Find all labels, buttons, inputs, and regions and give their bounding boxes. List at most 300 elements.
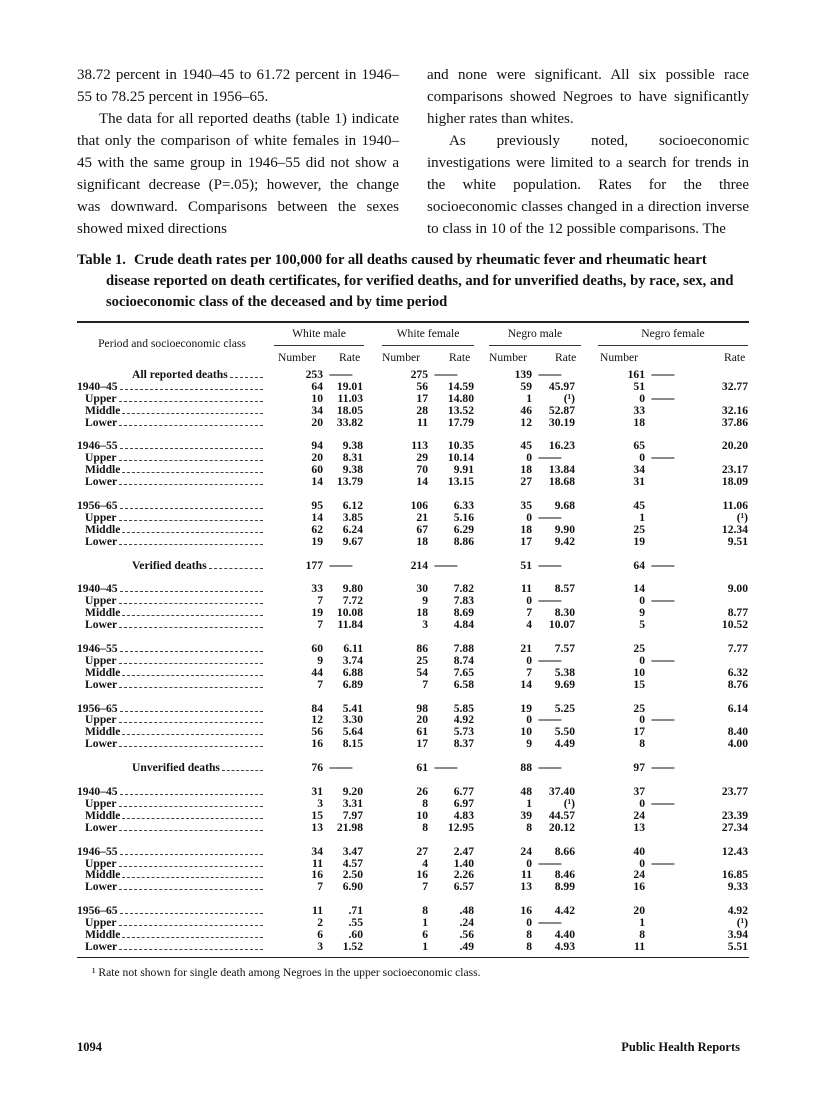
rate-cell: 4.93: [554, 939, 575, 953]
number-cell: 8: [422, 796, 428, 810]
number-cell: 97: [633, 761, 645, 775]
rate-cell: 6.90: [342, 880, 363, 894]
number-cell: 11: [521, 582, 532, 596]
dot-leader: [122, 929, 263, 938]
right-text-column: [427, 64, 749, 240]
number-cell: 25: [633, 642, 645, 656]
row-label: [77, 476, 263, 488]
row-label: [77, 405, 263, 417]
number-cell: 15: [311, 808, 323, 822]
number-cell: 18: [520, 463, 532, 477]
number-cell: 7: [317, 594, 323, 608]
number-cell: 4: [422, 856, 428, 870]
rate-cell: 8.40: [727, 725, 748, 739]
number-cell: 8: [526, 820, 532, 834]
rate-cell: 5.85: [453, 701, 474, 715]
number-cell: 24: [633, 868, 645, 882]
number-cell: 2: [317, 916, 323, 930]
dot-leader: [122, 667, 263, 676]
row-label: [77, 846, 263, 858]
row-label-text: Lower: [85, 534, 118, 548]
row-label-text: 1956–65: [77, 701, 118, 715]
rate-cell: --------: [538, 713, 561, 727]
row-label-text: Lower: [85, 820, 118, 834]
number-cell: 25: [416, 653, 428, 667]
rate-cell: 23.77: [721, 785, 748, 799]
dot-leader: [122, 869, 263, 878]
number-cell: 3: [317, 939, 323, 953]
class-row: [77, 929, 749, 941]
number-cell: 7: [526, 665, 532, 679]
row-label-text: Upper: [85, 713, 117, 727]
row-label-text: Middle: [85, 522, 121, 536]
number-cell: 0: [639, 594, 645, 608]
paragraph: and none were significant. All six possible race comparisons showed Negroes to have significantly higher rates than whites.: [427, 67, 749, 127]
number-cell: 45: [520, 439, 532, 453]
rate-cell: 11.03: [337, 391, 363, 405]
rate-cell: .49: [459, 939, 474, 953]
row-label-text: 1946–55: [77, 844, 118, 858]
dot-leader: [119, 536, 263, 545]
number-cell: 8: [422, 904, 428, 918]
class-row: [77, 917, 749, 929]
rate-cell: 12.95: [447, 820, 474, 834]
number-cell: 10: [311, 391, 323, 405]
number-cell: 56: [311, 725, 323, 739]
number-cell: 88: [520, 761, 532, 775]
dot-leader: [120, 846, 263, 855]
group-header-negro-male: Negro male: [489, 327, 581, 346]
number-cell: 21: [416, 510, 428, 524]
number-cell: 13: [633, 820, 645, 834]
number-cell: 18: [520, 522, 532, 536]
number-cell: 29: [416, 451, 428, 465]
number-cell: 8: [639, 927, 645, 941]
number-cell: 7: [317, 880, 323, 894]
rate-cell: 6.29: [453, 522, 474, 536]
group-header-white-male: White male: [274, 327, 364, 346]
section-total-row: [77, 369, 749, 381]
number-cell: 16: [633, 880, 645, 894]
rate-cell: 3.74: [342, 653, 363, 667]
class-row: [77, 464, 749, 476]
number-cell: 17: [416, 737, 428, 751]
number-cell: 7: [526, 606, 532, 620]
paragraph: As previously noted, socioeconomic investigations were limited to a search for trends in the white population. Rates for the three socioeconomic classes changed in a direction inverse to class in 10 of the 12 possible comparisons. The: [427, 133, 749, 237]
rate-cell: 18.09: [721, 475, 748, 489]
rate-cell: 10.07: [548, 618, 575, 632]
rate-cell: 5.51: [727, 939, 748, 953]
row-label-text: All reported deaths: [132, 368, 228, 381]
rate-cell: --------: [329, 558, 352, 572]
dot-leader: [120, 786, 263, 795]
rate-cell: 6.97: [453, 796, 474, 810]
number-cell: 70: [416, 463, 428, 477]
number-cell: 0: [639, 856, 645, 870]
section-total-row: [77, 560, 749, 572]
rate-cell: 1.52: [342, 939, 363, 953]
number-cell: 17: [520, 534, 532, 548]
class-row: [77, 655, 749, 667]
number-cell: 40: [633, 844, 645, 858]
number-cell: 35: [520, 499, 532, 513]
number-cell: 45: [633, 499, 645, 513]
rate-cell: 8.37: [453, 737, 474, 751]
paragraph: 38.72 percent in 1940–45 to 61.72 percent in 1946–55 to 78.25 percent in 1956–65.: [77, 67, 399, 105]
number-cell: 31: [311, 785, 323, 799]
rate-cell: 12.43: [721, 844, 748, 858]
dot-leader: [119, 858, 263, 867]
dot-leader: [122, 726, 263, 735]
number-cell: 18: [416, 606, 428, 620]
number-cell: 33: [633, 403, 645, 417]
number-cell: 0: [526, 916, 532, 930]
number-cell: 253: [305, 368, 323, 381]
number-cell: 14: [633, 582, 645, 596]
rate-cell: 7.88: [453, 642, 474, 656]
rate-cell: 7.72: [342, 594, 363, 608]
dot-leader: [122, 464, 263, 473]
row-label-text: Lower: [85, 880, 118, 894]
number-cell: 1: [639, 916, 645, 930]
row-label-text: Lower: [85, 737, 118, 751]
subheader-rate: Rate: [555, 351, 577, 364]
number-cell: 27: [520, 475, 532, 489]
dot-leader: [119, 941, 263, 950]
number-cell: 19: [311, 606, 323, 620]
number-cell: 20: [633, 904, 645, 918]
row-label-text: 1940–45: [77, 582, 118, 596]
row-label-text: Middle: [85, 403, 121, 417]
rate-cell: 16.23: [548, 439, 575, 453]
row-label-text: Lower: [85, 618, 118, 632]
dot-leader: [120, 500, 263, 509]
page-number: 1094: [77, 1040, 102, 1054]
rate-cell: 44.57: [548, 808, 575, 822]
dot-leader: [209, 560, 263, 569]
class-row: [77, 512, 749, 524]
row-label-text: Upper: [85, 451, 117, 465]
rate-cell: 9.42: [554, 534, 575, 548]
number-cell: 21: [520, 642, 532, 656]
rate-cell: --------: [538, 653, 561, 667]
rate-cell: 8.30: [554, 606, 575, 620]
rate-cell: .56: [459, 927, 474, 941]
rate-cell: 2.50: [342, 868, 363, 882]
row-label: [77, 560, 263, 572]
rate-cell: --------: [538, 368, 561, 381]
dot-leader: [122, 810, 263, 819]
class-row: [77, 417, 749, 429]
left-text-column: [77, 64, 399, 240]
number-cell: 1: [526, 391, 532, 405]
row-label-text: Verified deaths: [132, 558, 207, 572]
rate-cell: 2.47: [453, 844, 474, 858]
number-cell: 16: [416, 868, 428, 882]
subheader-number: Number: [382, 351, 420, 364]
row-label-text: Lower: [85, 475, 118, 489]
row-label: [77, 619, 263, 631]
rate-cell: 6.88: [342, 665, 363, 679]
class-row: [77, 679, 749, 691]
number-cell: 0: [526, 713, 532, 727]
class-row: [77, 476, 749, 488]
dot-leader: [222, 762, 263, 771]
rate-cell: 7.97: [342, 808, 363, 822]
rate-cell: 20.20: [721, 439, 748, 453]
class-row: [77, 595, 749, 607]
page-content: [77, 64, 749, 980]
rate-cell: 6.32: [727, 665, 748, 679]
dot-leader: [119, 417, 263, 426]
rate-cell: 3.85: [342, 510, 363, 524]
rate-cell: 5.73: [453, 725, 474, 739]
rate-cell: (¹): [736, 916, 748, 930]
dot-leader: [119, 512, 263, 521]
rate-cell: 4.92: [727, 904, 748, 918]
rate-cell: --------: [651, 391, 674, 405]
row-label: [77, 667, 263, 679]
row-label-text: Lower: [85, 939, 118, 953]
row-header: Period and socioeconomic class: [98, 337, 246, 350]
number-cell: 19: [633, 534, 645, 548]
row-label-text: Upper: [85, 916, 117, 930]
rate-cell: 8.66: [554, 844, 575, 858]
rate-cell: 7.83: [453, 594, 474, 608]
rate-cell: .48: [459, 904, 474, 918]
dot-leader: [122, 607, 263, 616]
class-row: [77, 881, 749, 893]
rate-cell: 6.12: [342, 499, 363, 513]
number-cell: 25: [633, 522, 645, 536]
row-label: [77, 762, 263, 774]
number-cell: 14: [416, 475, 428, 489]
row-label-text: Middle: [85, 463, 121, 477]
number-cell: 61: [416, 725, 428, 739]
row-label-text: 1956–65: [77, 904, 118, 918]
rate-cell: 20.12: [548, 820, 575, 834]
rate-cell: 7.82: [453, 582, 474, 596]
row-label-text: 1940–45: [77, 379, 118, 393]
number-cell: 1: [422, 916, 428, 930]
row-label: [77, 822, 263, 834]
rate-cell: 5.25: [554, 701, 575, 715]
rate-cell: 8.76: [727, 677, 748, 691]
row-label-text: 1956–65: [77, 499, 118, 513]
number-cell: 11: [312, 856, 323, 870]
dot-leader: [119, 393, 263, 402]
number-cell: 46: [520, 403, 532, 417]
rate-cell: --------: [329, 368, 352, 381]
rate-cell: 4.57: [342, 856, 363, 870]
rate-cell: --------: [538, 510, 561, 524]
class-row: [77, 524, 749, 536]
row-label-text: 1946–55: [77, 439, 118, 453]
row-label: [77, 738, 263, 750]
rate-cell: 30.19: [548, 415, 575, 429]
rate-cell: 4.40: [554, 927, 575, 941]
rate-cell: 52.87: [548, 403, 575, 417]
number-cell: 31: [633, 475, 645, 489]
rate-cell: 9.69: [554, 677, 575, 691]
dot-leader: [119, 738, 263, 747]
number-cell: 11: [521, 868, 532, 882]
number-cell: 11: [417, 415, 428, 429]
rate-cell: 8.46: [554, 868, 575, 882]
rate-cell: 6.89: [342, 677, 363, 691]
number-cell: 24: [633, 808, 645, 822]
subheader-number: Number: [600, 351, 638, 364]
row-label-text: Upper: [85, 653, 117, 667]
row-label-text: Middle: [85, 868, 121, 882]
rate-cell: 6.14: [727, 701, 748, 715]
class-row: [77, 393, 749, 405]
rate-cell: 8.15: [342, 737, 363, 751]
rate-cell: 45.97: [548, 379, 575, 393]
rate-cell: 1.40: [453, 856, 474, 870]
class-row: [77, 405, 749, 417]
number-cell: 84: [311, 701, 323, 715]
row-label-text: Upper: [85, 856, 117, 870]
period-row: [77, 786, 749, 798]
number-cell: 24: [520, 844, 532, 858]
dot-leader: [119, 881, 263, 890]
number-cell: 9: [639, 606, 645, 620]
period-row: [77, 905, 749, 917]
rate-cell: 11.84: [337, 618, 363, 632]
number-cell: 3: [422, 618, 428, 632]
rate-cell: 6.11: [343, 642, 363, 656]
number-cell: 5: [639, 618, 645, 632]
rate-cell: 14.59: [447, 379, 474, 393]
row-label: [77, 393, 263, 405]
rate-cell: --------: [651, 368, 674, 381]
number-cell: 16: [311, 737, 323, 751]
class-row: [77, 726, 749, 738]
rate-cell: 7.77: [727, 642, 748, 656]
class-row: [77, 536, 749, 548]
number-cell: 8: [526, 927, 532, 941]
number-cell: 14: [520, 677, 532, 691]
subheader-rate: Rate: [339, 351, 361, 364]
number-cell: 64: [633, 558, 645, 572]
dot-leader: [119, 714, 263, 723]
rate-cell: 9.67: [342, 534, 363, 548]
rate-cell: 4.83: [453, 808, 474, 822]
row-label-text: Unverified deaths: [132, 761, 220, 775]
number-cell: 139: [514, 368, 532, 381]
number-cell: 59: [520, 379, 532, 393]
row-label-text: Upper: [85, 594, 117, 608]
number-cell: 61: [416, 761, 428, 775]
row-label-text: 1940–45: [77, 785, 118, 799]
rate-cell: 4.92: [453, 713, 474, 727]
rate-cell: 11.06: [722, 499, 748, 513]
table-bottom-rule: [77, 957, 749, 958]
rate-cell: 14.80: [447, 391, 474, 405]
row-label: [77, 881, 263, 893]
rate-cell: 19.01: [336, 379, 363, 393]
number-cell: 3: [317, 796, 323, 810]
class-row: [77, 810, 749, 822]
number-cell: 14: [311, 510, 323, 524]
rate-cell: 23.17: [721, 463, 748, 477]
rate-cell: 32.16: [721, 403, 748, 417]
dot-leader: [230, 369, 263, 378]
number-cell: 95: [311, 499, 323, 513]
rate-cell: 6.24: [342, 522, 363, 536]
number-cell: 0: [639, 713, 645, 727]
rate-cell: 37.86: [721, 415, 748, 429]
table-label: Table 1.: [77, 252, 126, 268]
class-row: [77, 607, 749, 619]
rate-cell: 18.05: [336, 403, 363, 417]
number-cell: 15: [633, 677, 645, 691]
rate-cell: 37.40: [548, 785, 575, 799]
number-cell: 1: [422, 939, 428, 953]
dot-leader: [120, 643, 263, 652]
body-text: [77, 64, 749, 240]
period-row: [77, 440, 749, 452]
rate-cell: 8.57: [554, 582, 575, 596]
number-cell: 39: [520, 808, 532, 822]
rate-cell: 8.77: [727, 606, 748, 620]
rate-cell: 32.77: [721, 379, 748, 393]
number-cell: 10: [520, 725, 532, 739]
row-label-text: Lower: [85, 677, 118, 691]
number-cell: 10: [633, 665, 645, 679]
number-cell: 106: [410, 499, 428, 513]
rate-cell: --------: [538, 916, 561, 930]
rate-cell: 9.20: [342, 785, 363, 799]
number-cell: 9: [526, 737, 532, 751]
period-row: [77, 583, 749, 595]
number-cell: 76: [311, 761, 323, 775]
rate-cell: 17.79: [447, 415, 474, 429]
rate-cell: 3.94: [727, 927, 748, 941]
number-cell: 177: [305, 558, 323, 572]
rate-cell: 13.52: [447, 403, 474, 417]
number-cell: 161: [627, 368, 645, 381]
period-row: [77, 381, 749, 393]
dot-leader: [120, 440, 263, 449]
rate-cell: 18.68: [548, 475, 575, 489]
row-label: [77, 941, 263, 953]
rate-cell: --------: [651, 594, 674, 608]
dot-leader: [120, 703, 263, 712]
rate-cell: 4.00: [727, 737, 748, 751]
rate-cell: --------: [538, 761, 561, 775]
table-header: [77, 323, 749, 369]
dot-leader: [120, 381, 263, 390]
rate-cell: 5.16: [453, 510, 474, 524]
row-label-text: Upper: [85, 796, 117, 810]
row-label: [77, 381, 263, 393]
number-cell: 37: [633, 785, 645, 799]
group-header-white-female: White female: [382, 327, 474, 346]
number-cell: 18: [633, 415, 645, 429]
rate-cell: 6.77: [453, 785, 474, 799]
number-cell: 60: [311, 463, 323, 477]
rate-cell: 6.58: [453, 677, 474, 691]
number-cell: 20: [311, 451, 323, 465]
dot-leader: [119, 917, 263, 926]
period-row: [77, 703, 749, 715]
rate-cell: 5.64: [342, 725, 363, 739]
number-cell: 25: [633, 701, 645, 715]
rate-cell: 5.38: [554, 665, 575, 679]
rate-cell: 10.14: [447, 451, 474, 465]
